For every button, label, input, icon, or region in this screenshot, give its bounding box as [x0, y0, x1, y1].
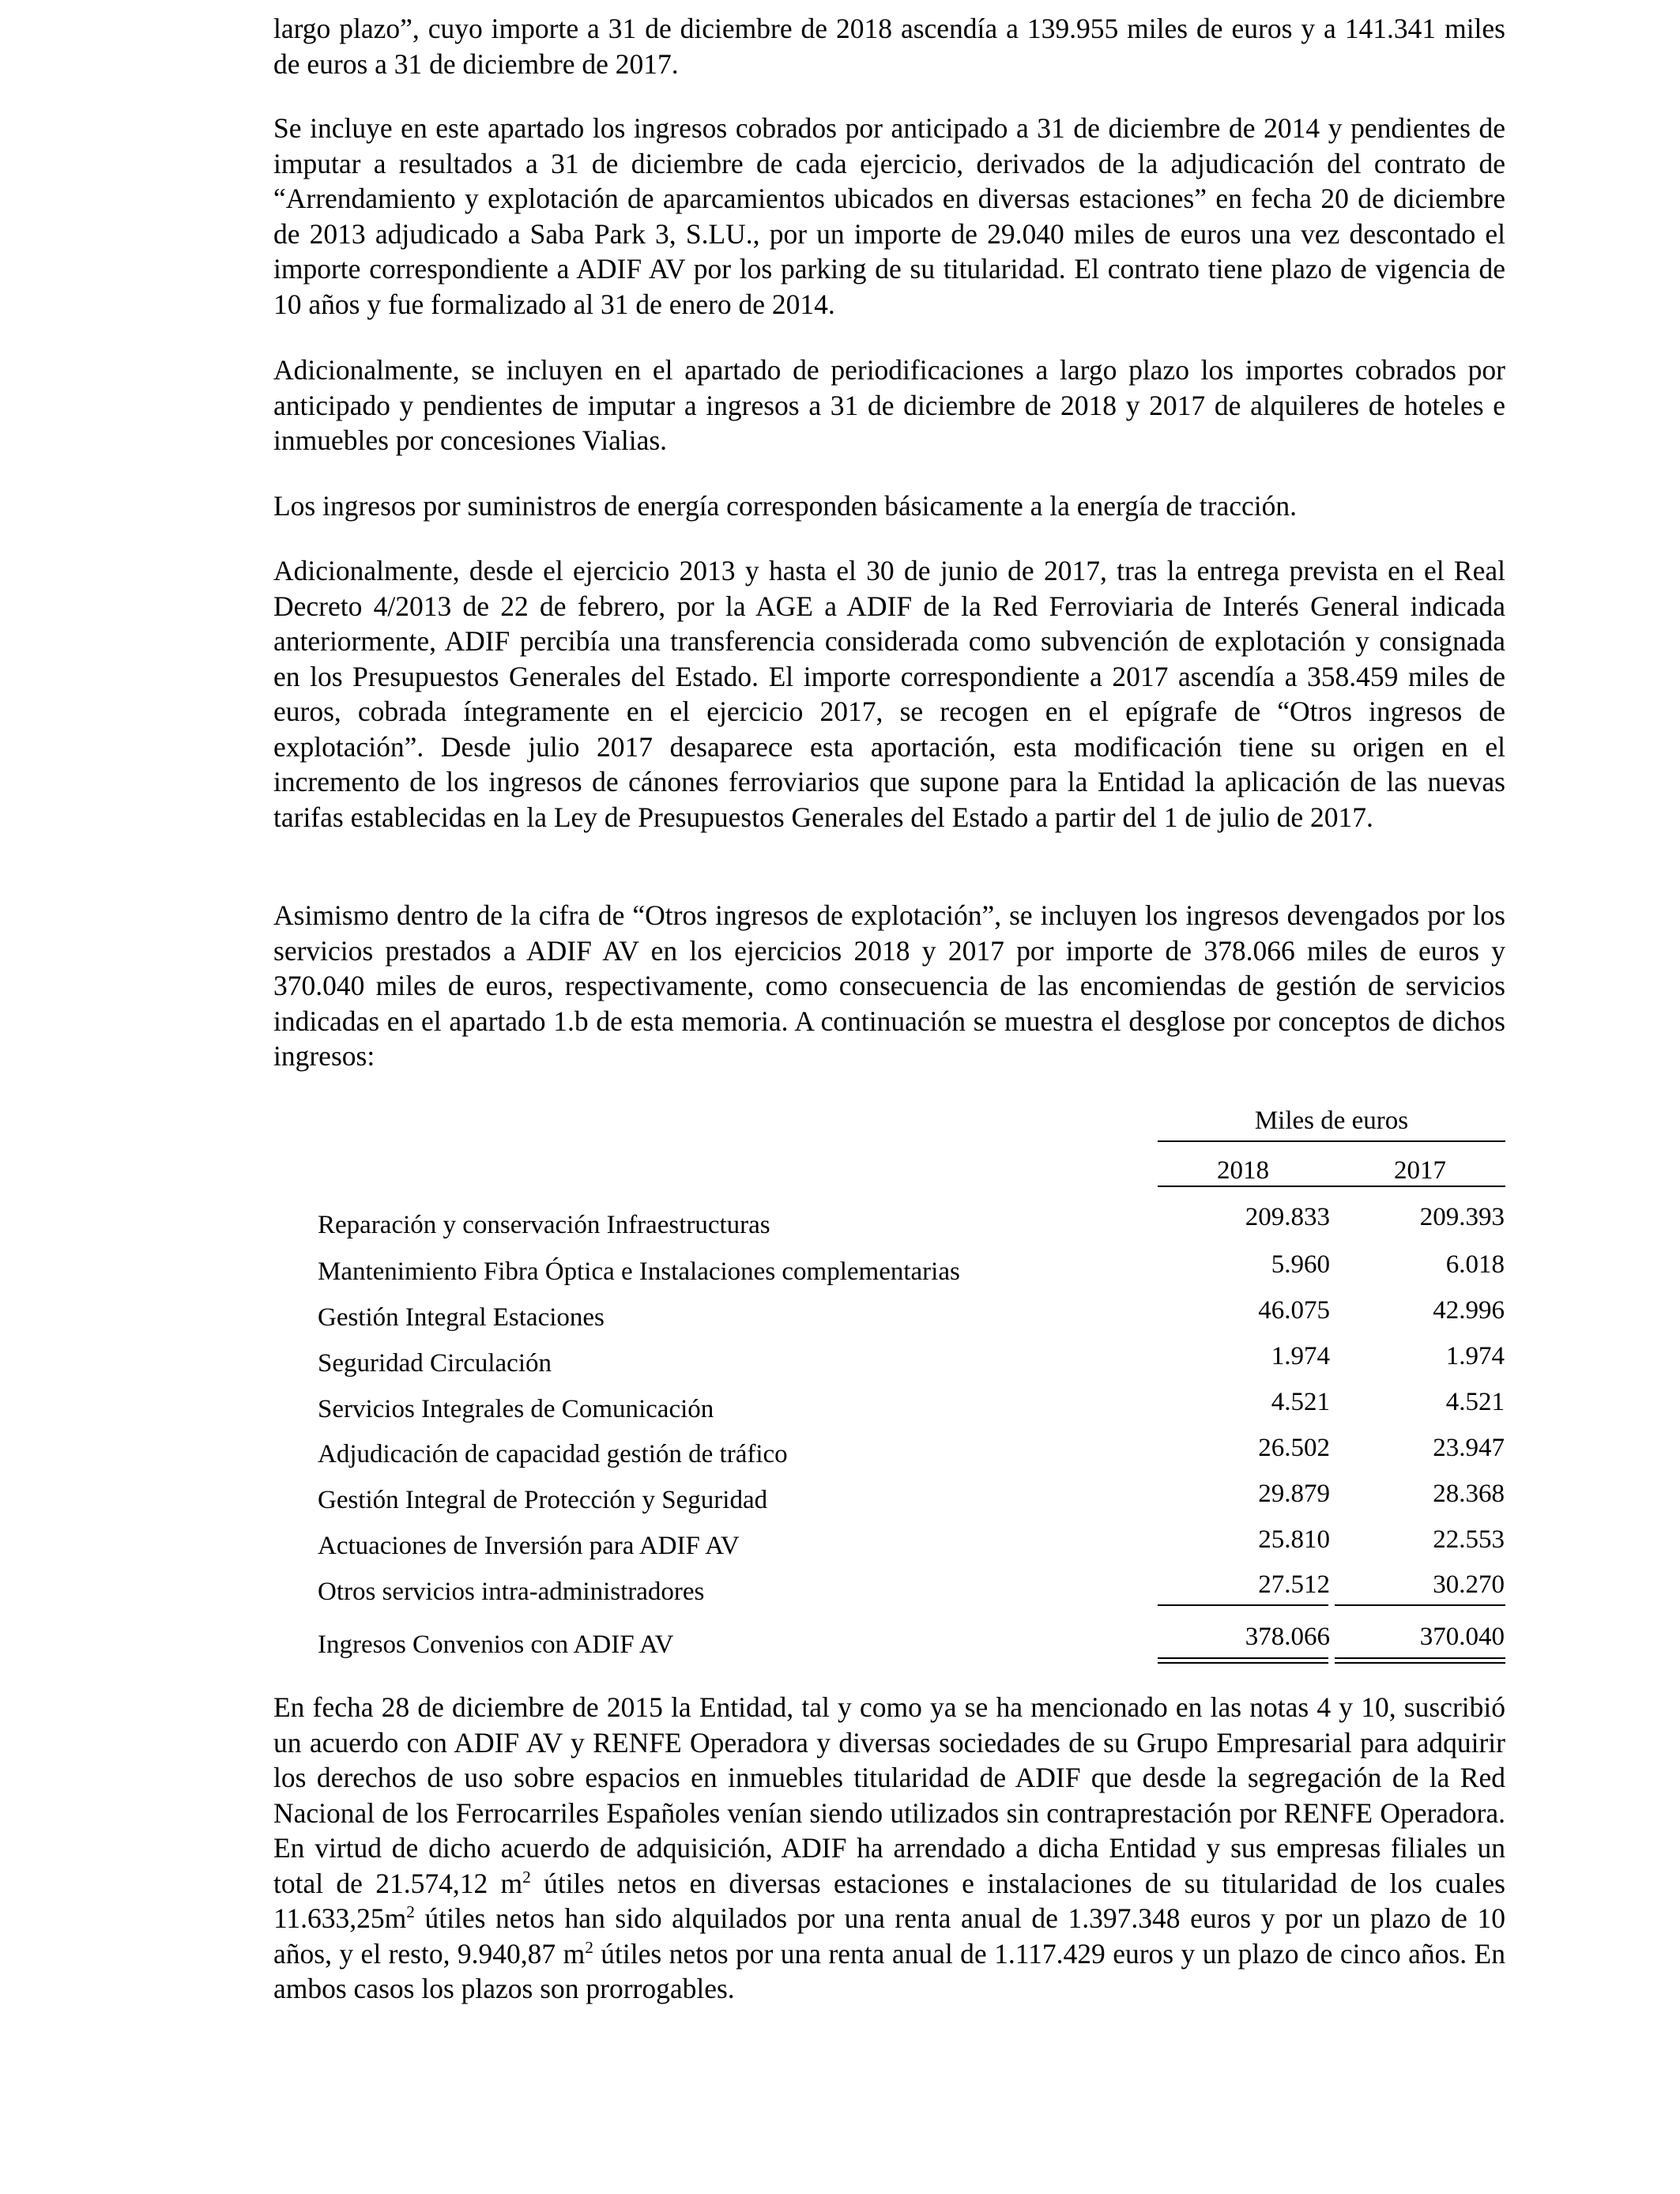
paragraph-7-part-1: En fecha 28 de diciembre de 2015 la Entidad, tal y como ya se ha mencionado en las notas 4 y 10, suscribió un acuerdo con ADIF AV y RENFE Operadora y diversas sociedades de su Grupo Empresarial para adquirir los derechos de uso sobre espacios en inmuebles titularidad de ADIF que desde la segregación de la Red Nacional de los Ferrocarriles Españoles venían siendo utilizados sin contraprestación por RENFE Operadora. En virtud de dicho acuerdo de adquisición, ADIF ha arrendado a dicha Entidad y sus empresas filiales un total de 21.574,12 m [273, 1691, 1505, 1899]
row-value-2017: 23.947 [1433, 1434, 1505, 1462]
row-label: Reparación y conservación Infraestructuras [318, 1211, 770, 1239]
header-rule [1158, 1140, 1505, 1142]
row-value-2018: 29.879 [1258, 1480, 1330, 1508]
row-label: Seguridad Circulación [318, 1349, 552, 1378]
row-label: Adjudicación de capacidad gestión de tráfico [318, 1440, 788, 1468]
row-value-2017: 30.270 [1433, 1570, 1505, 1599]
paragraph-7-part-3: útiles netos han sido alquilados por una renta anual de 1.397.348 euros y por un plazo de 10 años, y el resto, 9.940,87 m [273, 1902, 1505, 1970]
row-value-2018: 1.974 [1271, 1342, 1330, 1370]
subtotal-rule-2018 [1158, 1604, 1328, 1606]
row-label: Mantenimiento Fibra Óptica e Instalaciones complementarias [318, 1257, 960, 1286]
row-value-2017: 4.521 [1445, 1388, 1505, 1416]
row-value-2018: 209.833 [1245, 1203, 1330, 1231]
year-header-2017: 2017 [1394, 1156, 1446, 1185]
row-label: Gestión Integral de Protección y Seguridad [318, 1486, 768, 1514]
table-unit-header: Miles de euros [1254, 1106, 1409, 1135]
row-value-2017: 1.974 [1445, 1342, 1505, 1370]
total-double-rule-top-2018 [1158, 1657, 1328, 1659]
paragraph-2: Se incluye en este apartado los ingresos cobrados por anticipado a 31 de diciembre de 2014 y pendientes de imputar a resultados a 31 de diciembre de cada ejercicio, derivados de la adjudicación del contrato de “Arrendamiento y explotación de aparcamientos ubicados en diversas estaciones” en fecha 20 de diciembre de 2013 adjudicado a Saba Park 3, S.LU., por un importe de 29.040 miles de euros una vez descontado el importe correspondiente a ADIF AV por los parking de su titularidad. El contrato tiene plazo de vigencia de 10 años y fue formalizado al 31 de enero de 2014. [273, 112, 1505, 320]
total-double-rule-bottom-2017 [1335, 1662, 1505, 1664]
paragraph-7-part-2: útiles netos en diversas estaciones e instalaciones de su titularidad de los cuales 11.633,25m [273, 1867, 1505, 1934]
total-double-rule-top-2017 [1335, 1657, 1505, 1659]
year-header-2018: 2018 [1217, 1156, 1269, 1185]
row-value-2018: 4.521 [1271, 1388, 1330, 1416]
total-double-rule-bottom-2018 [1158, 1662, 1328, 1664]
year-rule [1158, 1186, 1505, 1187]
row-label: Servicios Integrales de Comunicación [318, 1395, 714, 1423]
row-value-2017: 22.553 [1433, 1525, 1505, 1554]
row-value-2018: 46.075 [1258, 1296, 1330, 1325]
paragraph-1: largo plazo”, cuyo importe a 31 de diciembre de 2018 ascendía a 139.955 miles de euros y a 141.341 miles de euros a 31 de diciembre de 2017. [273, 13, 1505, 80]
total-value-2017: 370.040 [1419, 1623, 1505, 1651]
row-label: Otros servicios intra-administradores [318, 1578, 705, 1606]
row-value-2017: 209.393 [1419, 1203, 1505, 1231]
paragraph-7 [273, 1690, 1505, 2007]
total-label: Ingresos Convenios con ADIF AV [318, 1630, 674, 1659]
paragraph-4: Los ingresos por suministros de energía corresponden básicamente a la energía de tracción. [273, 490, 1297, 522]
row-label: Gestión Integral Estaciones [318, 1303, 605, 1332]
row-value-2017: 28.368 [1433, 1480, 1505, 1508]
row-value-2018: 5.960 [1271, 1250, 1330, 1279]
row-value-2017: 6.018 [1445, 1250, 1505, 1279]
superscript-squared: 2 [585, 1937, 593, 1957]
subtotal-rule-2017 [1335, 1604, 1505, 1606]
row-label: Actuaciones de Inversión para ADIF AV [318, 1532, 740, 1560]
total-value-2018: 378.066 [1245, 1623, 1330, 1651]
superscript-squared: 2 [522, 1867, 531, 1887]
paragraph-3: Adicionalmente, se incluyen en el apartado de periodificaciones a largo plazo los importes cobrados por anticipado y pendientes de imputar a ingresos a 31 de diciembre de 2018 y 2017 de alquileres de hoteles e inmuebles por concesiones Vialias. [273, 354, 1505, 456]
row-value-2017: 42.996 [1433, 1296, 1505, 1325]
row-value-2018: 25.810 [1258, 1525, 1330, 1554]
paragraph-6: Asimismo dentro de la cifra de “Otros ingresos de explotación”, se incluyen los ingresos devengados por los servicios prestados a ADIF AV en los ejercicios 2018 y 2017 por importe de 378.066 miles de euros y 370.040 miles de euros, respectivamente, como consecuencia de las encomiendas de gestión de servicios indicadas en el apartado 1.b de esta memoria. A continuación se muestra el desglose por conceptos de dichos ingresos: [273, 899, 1505, 1072]
row-value-2018: 27.512 [1258, 1570, 1330, 1599]
row-value-2018: 26.502 [1258, 1434, 1330, 1462]
paragraph-7-part-4: útiles netos por una renta anual de 1.117.429 euros y un plazo de cinco años. En ambos casos los plazos son prorrogables. [273, 1937, 1505, 2004]
paragraph-5: Adicionalmente, desde el ejercicio 2013 y hasta el 30 de junio de 2017, tras la entrega prevista en el Real Decreto 4/2013 de 22 de febrero, por la AGE a ADIF de la Red Ferroviaria de Interés General indicada anteriormente, ADIF percibía una transferencia considerada como subvención de explotación y consignada en los Presupuestos Generales del Estado. El importe correspondiente a 2017 ascendía a 358.459 miles de euros, cobrada íntegramente en el ejercicio 2017, se recogen en el epígrafe de “Otros ingresos de explotación”. Desde julio 2017 desaparece esta aportación, esta modificación tiene su origen en el incremento de los ingresos de cánones ferroviarios que supone para la Entidad la aplicación de las nuevas tarifas establecidas en la Ley de Presupuestos Generales del Estado a partir del 1 de julio de 2017. [273, 555, 1505, 833]
superscript-squared: 2 [406, 1902, 415, 1922]
